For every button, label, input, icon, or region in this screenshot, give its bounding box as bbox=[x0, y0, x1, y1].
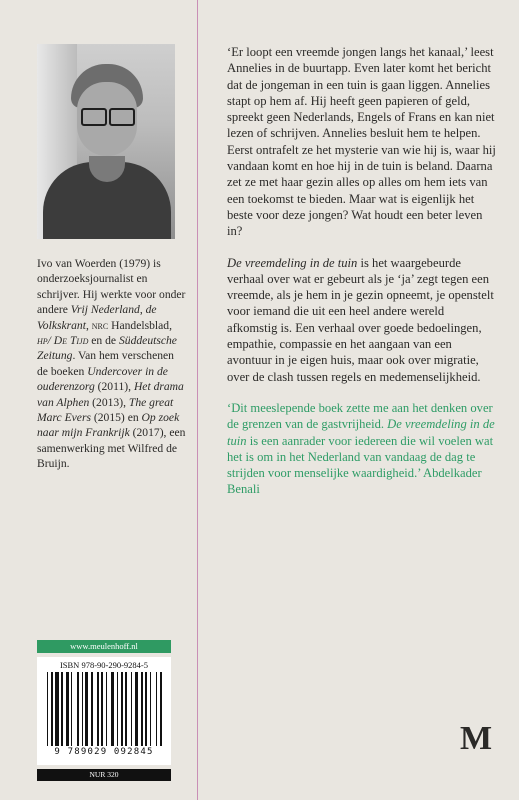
blurb bbox=[227, 44, 497, 513]
barcode-bar bbox=[135, 672, 139, 746]
barcode-bar bbox=[106, 672, 107, 746]
barcode-bar bbox=[156, 672, 157, 746]
barcode-bar bbox=[150, 672, 151, 746]
barcode-bar bbox=[117, 672, 118, 746]
quote-author: Abdelkader Benali bbox=[227, 466, 482, 497]
barcode-bar bbox=[111, 672, 115, 746]
barcode-bar bbox=[77, 672, 79, 746]
barcode-bar bbox=[61, 672, 62, 746]
barcode-bar bbox=[82, 672, 83, 746]
barcode-bar bbox=[71, 672, 72, 746]
publisher-logo: M bbox=[460, 720, 493, 757]
barcode-block bbox=[37, 657, 171, 765]
nur-code: NUR 320 bbox=[37, 769, 171, 781]
author-bio: Ivo van Woerden (1979) is onderzoeksjournalist en schrijver. Hij werkte voor onder andere Vrij Nederland, de Volkskrant, nrc Handelsblad, hp/ De Tijd en de Süddeutsche Zeitung. Van hem verschenen de boeken Undercover in de ouderenzorg (2011), Het drama van Alphen (2013), The great Marc Evers (2015) en Op zoek naar mijn Frankrijk (2017), een samenwerking met Wilfred de Bruijn. bbox=[37, 257, 186, 471]
publisher-url: www.meulenhoff.nl bbox=[37, 640, 171, 653]
barcode-bar bbox=[101, 672, 103, 746]
barcode-digits: 9 789029 092845 bbox=[54, 747, 154, 757]
barcode-bar bbox=[47, 672, 48, 746]
barcode-bar bbox=[160, 672, 162, 746]
barcode-bar bbox=[55, 672, 59, 746]
barcode-bar bbox=[145, 672, 146, 746]
barcode-bar bbox=[66, 672, 68, 746]
barcode-bar bbox=[51, 672, 53, 746]
blurb-paragraph-1: ‘Er loopt een vreemde jongen langs het kanaal,’ leest Annelies in de buurtapp. Even later komt het bericht dat de jongeman in een tuin is gaan liggen. Annelies stapt op hem af. Hij heeft geen papieren of geld, spreekt geen Nederlands, Engels of Frans en kan niet lezen of schrijven. Annelies besluit hem te helpen. Eerst ontrafelt ze het mysterie van wie hij is, waar hij vandaan komt en hoe hij in de tuin is beland. Daarna zet ze met haar gezin alles op alles om hem iets van een toekomst te bieden. Maar wat is eigenlijk het beste voor deze jongen? Wat houdt een beter leven in? bbox=[227, 45, 496, 239]
barcode-bar bbox=[91, 672, 92, 746]
barcode-bar bbox=[97, 672, 98, 746]
barcode-bar bbox=[85, 672, 87, 746]
review-quote: ‘Dit meeslepende boek zette me aan het denken over de grenzen van de gastvrijheid. De vreemdeling in de tuin is een aanrader voor iedereen die wil voelen wat het is om in het Nederland van vandaag de dag te strijden voor menselijke waardigheid.’ Abdelkader Benali bbox=[227, 400, 495, 497]
blurb-paragraph-2: De vreemdeling in de tuin is het waargebeurde verhaal over wat er gebeurt als je ‘ja’ zegt tegen een vreemde, als je hem in je gezin opneemt, je openstelt voor iemand die uit een heel andere wereld afkomstig is. Een verhaal over goede bedoelingen, empathie, compassie en het aangaan van een avontuur in je eigen huis, maar ook over migratie, over de clash tussen regels en medemenselijkheid. bbox=[227, 255, 494, 384]
barcode-bars bbox=[47, 672, 167, 746]
barcode-bar bbox=[131, 672, 132, 746]
barcode-bar bbox=[141, 672, 143, 746]
author-photo bbox=[37, 44, 175, 239]
isbn-text: ISBN 978-90-290-9284-5 bbox=[59, 660, 149, 670]
barcode-bar bbox=[121, 672, 122, 746]
barcode-bar bbox=[125, 672, 127, 746]
spine-divider-line bbox=[197, 0, 198, 800]
